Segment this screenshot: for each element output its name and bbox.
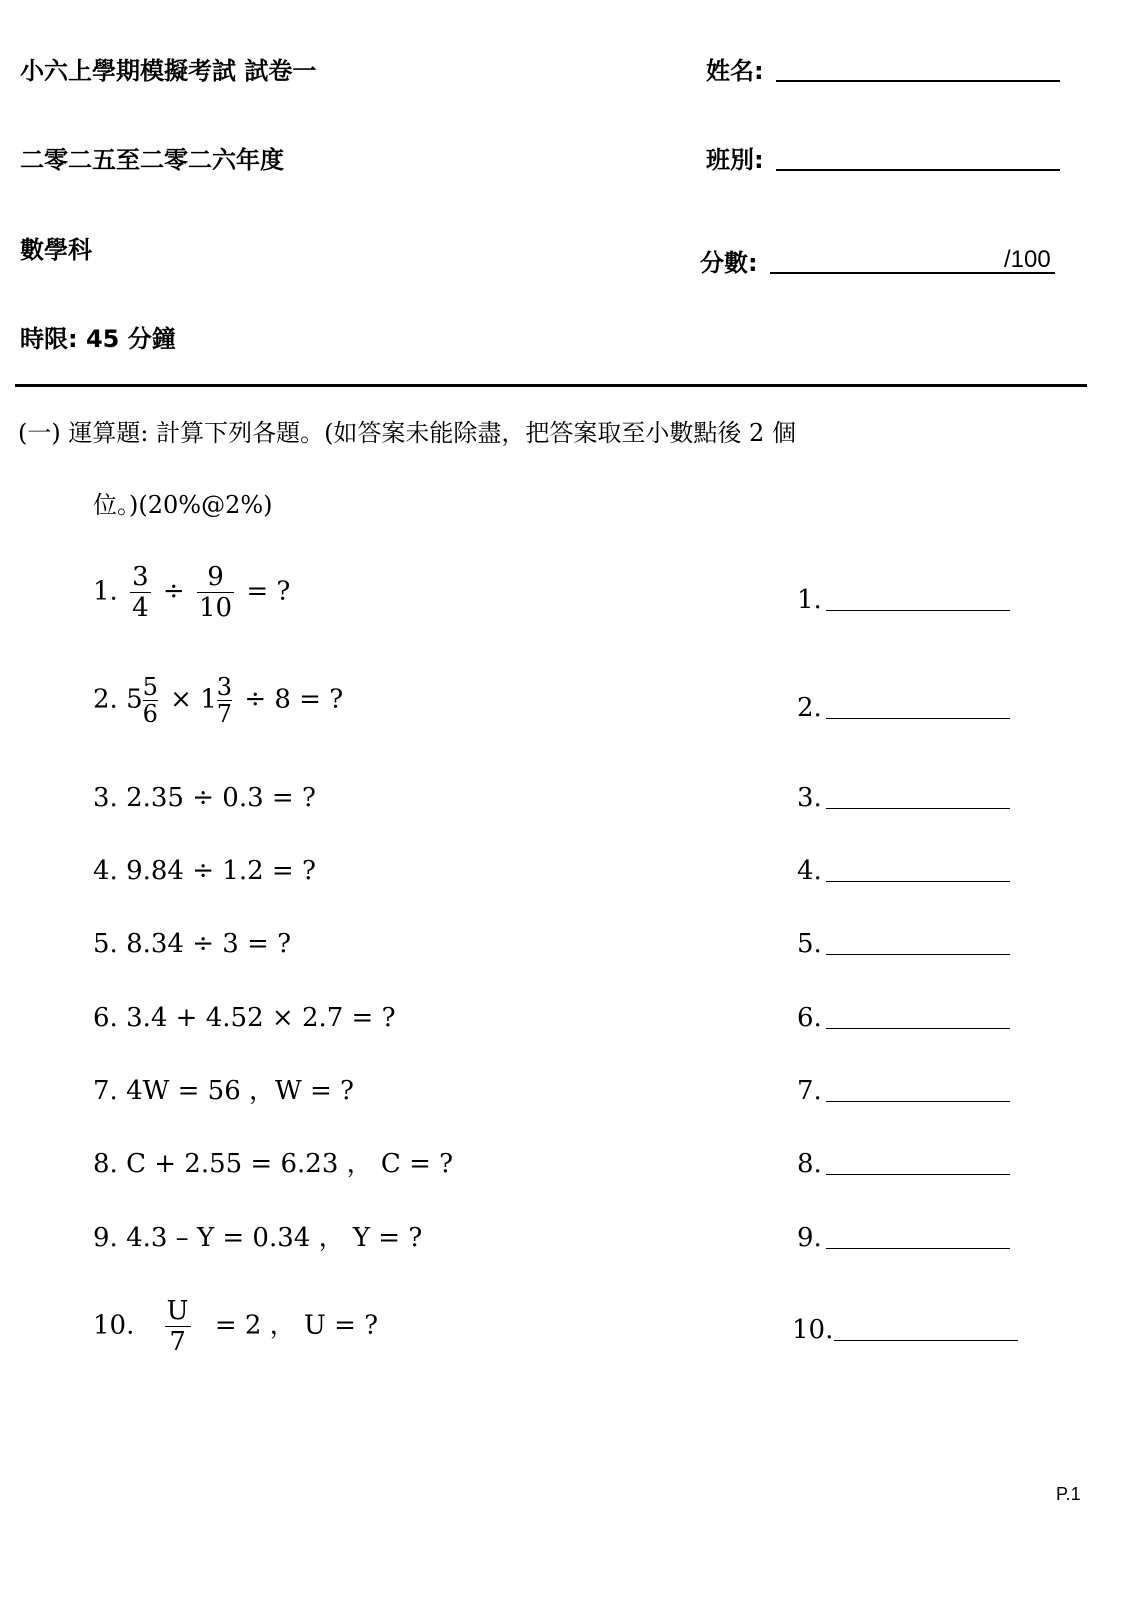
answer-label-6: 6. (797, 1003, 822, 1033)
answer-blank-8[interactable] (826, 1174, 1010, 1175)
name-label: 姓名: (706, 57, 764, 85)
fraction-numerator: 5 (142, 673, 158, 701)
fraction-numerator: 9 (207, 562, 224, 592)
question-tail: ÷ 8 = ? (244, 684, 344, 715)
score-label: 分數: (700, 249, 758, 277)
operator: ÷ (162, 576, 185, 607)
fraction-numerator: 3 (132, 562, 149, 592)
page-number: P.1 (1056, 1484, 1081, 1504)
fraction (130, 562, 151, 623)
question-2-label: 2. (93, 684, 118, 715)
question-10 (93, 1296, 378, 1357)
answer-label-10: 10. (792, 1315, 834, 1345)
answer-blank-3[interactable] (826, 808, 1010, 809)
question-4: 4. 9.84 ÷ 1.2 = ? (93, 856, 316, 886)
question-tail: = ? (246, 576, 291, 607)
answer-label-7: 7. (797, 1076, 822, 1106)
question-5: 5. 8.34 ÷ 3 = ? (93, 929, 292, 959)
exam-title: 小六上學期模擬考試 試卷一 (20, 57, 317, 85)
answer-blank-5[interactable] (826, 954, 1010, 955)
fraction-denominator: 4 (132, 593, 149, 623)
question-2 (93, 674, 343, 727)
answer-label-5: 5. (797, 929, 822, 959)
answer-label-4: 4. (797, 856, 822, 886)
fraction-numerator: 3 (216, 673, 233, 701)
academic-year: 二零二五至二零二六年度 (20, 146, 284, 174)
answer-blank-6[interactable] (826, 1028, 1010, 1029)
operator: × (170, 684, 192, 715)
question-6: 6. 3.4 + 4.52 × 2.7 = ? (93, 1003, 396, 1033)
class-field[interactable] (776, 169, 1060, 171)
answer-blank-7[interactable] (826, 1101, 1010, 1102)
fraction (143, 674, 158, 727)
whole-number: 1 (200, 684, 217, 715)
subject: 數學科 (20, 236, 92, 264)
answer-blank-2[interactable] (826, 718, 1010, 719)
name-field[interactable] (776, 80, 1060, 82)
fraction-denominator: 10 (198, 593, 233, 623)
answer-blank-9[interactable] (826, 1248, 1010, 1249)
answer-blank-1[interactable] (826, 610, 1010, 611)
fraction-denominator: 7 (169, 1327, 186, 1357)
question-tail: = 2 ， U = ? (214, 1310, 379, 1341)
time-limit: 時限: 45 分鐘 (20, 325, 176, 353)
question-3: 3. 2.35 ÷ 0.3 = ? (93, 783, 316, 813)
question-7: 7. 4W = 56 ，W = ? (93, 1076, 354, 1106)
answer-label-3: 3. (797, 783, 822, 813)
question-1-label: 1. (93, 576, 118, 607)
question-8: 8. C + 2.55 = 6.23 ， C = ? (93, 1149, 454, 1179)
class-label: 班別: (706, 146, 764, 174)
answer-blank-10[interactable] (834, 1340, 1018, 1341)
section-heading: (一) 運算題: 計算下列各題。(如答案未能除盡，把答案取至小數點後 2 個 (18, 419, 796, 447)
answer-blank-4[interactable] (826, 881, 1010, 882)
header-divider (15, 384, 1087, 387)
fraction-denominator: 7 (216, 700, 233, 728)
fraction (197, 562, 234, 623)
fraction-denominator: 6 (142, 700, 158, 728)
answer-label-2: 2. (797, 693, 822, 723)
whole-number: 5 (126, 684, 143, 715)
fraction-numerator: U (166, 1296, 189, 1326)
fraction (165, 1296, 191, 1357)
answer-label-8: 8. (797, 1149, 822, 1179)
answer-label-9: 9. (797, 1223, 822, 1253)
question-10-label: 10. (93, 1310, 135, 1341)
answer-label-1: 1. (797, 585, 822, 615)
fraction (217, 674, 232, 727)
question-1 (93, 562, 290, 623)
section-heading-cont: 位。)(20%@2%) (93, 491, 273, 519)
score-total: /100 (1004, 246, 1051, 273)
question-9: 9. 4.3 – Y = 0.34 ， Y = ? (93, 1223, 423, 1253)
